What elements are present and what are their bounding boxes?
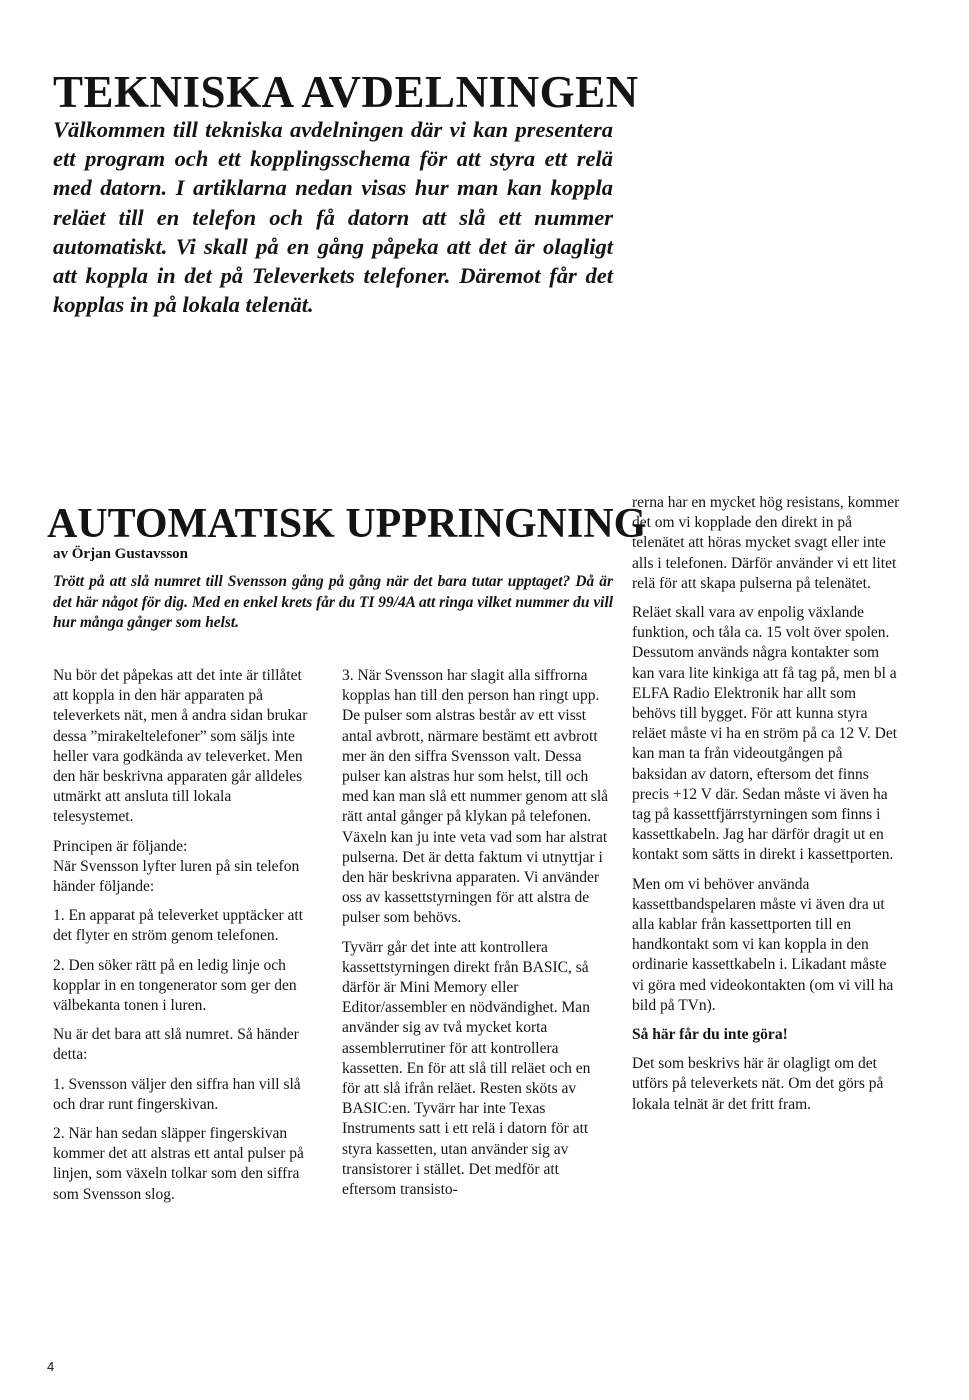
paragraph: 1. En apparat på televerket upptäcker att det flyter en ström genom telefonen. — [53, 907, 304, 945]
paragraph: 1. Svensson väljer den siffra han vill slå och drar runt fingerskivan. — [53, 1075, 301, 1113]
paragraph: 2. När han sedan släpper fingerskivan kommer det att alstras ett antal pulser på linjen, som växeln tolkar som den siffra som Svensson slog. — [53, 1125, 304, 1203]
article-lede: Trött på att slå numret till Svensson gång på gång när det bara tutar upptaget? Då är det här något för dig. Med en enkel krets får du TI 99/4A att ringa vilket nummer du vill hur många gånger som helst. — [53, 573, 613, 631]
article-byline: av Örjan Gustavsson — [53, 546, 189, 562]
subheading: Så här får du inte göra! — [632, 1026, 788, 1044]
paragraph: Men om vi behöver använda kassettbandspelaren måste vi även dra ut alla kablar från kassettporten till en handkontakt som vi kan koppla in den ordinarie kassettkabeln i. Likadant måste vi göra med videokontakten (om vi vill ha bild på TVn). — [632, 875, 894, 1014]
article-column-3 — [632, 493, 900, 1124]
paragraph: Nu bör det påpekas att det inte är tillåtet att koppla in den här apparaten på televerkets nät, men å andra sidan brukar dessa ”mirakeltelefoner” som säljs inte heller vara godkända av televerket. Men den här beskrivna apparaten går alldeles utmärkt att ansluta till lokala telesystemet. — [53, 667, 308, 826]
paragraph: rerna har en mycket hög resistans, kommer det om vi kopplade den direkt in på telenätet att höras mycket svagt eller inte alls i telefonen. Därför använder vi ett litet relä för att skapa pulserna på telenätet. — [632, 494, 900, 592]
paragraph: Nu är det bara att slå numret. Så händer detta: — [53, 1026, 299, 1064]
article-column-2 — [342, 666, 612, 1209]
paragraph: Principen är följande: — [53, 837, 188, 855]
paragraph: Reläet skall vara av enpolig växlande funktion, och tåla ca. 15 volt över spolen. Dessutom används några kontakter som kan vara lite kinkiga att få tag på, men bl a ELFA Radio Elektronik har allt som behövs till bygget. För att kunna styra reläet måste vi ha en ström på ca 12 V. Det kan man ta från videoutgången på baksidan av datorn, eftersom det finns precis +12 V där. Sedan måste vi även ha tag på kassettfjärrstyrningen som finns i kassettkabeln. Jag har därför dragit ut en kontakt som sätts in direkt i kassettporten. — [632, 604, 897, 864]
paragraph: 2. Den söker rätt på en ledig linje och kopplar in en tongenerator som ger den välbekanta tonen i luren. — [53, 956, 297, 1015]
paragraph: Tyvärr går det inte att kontrollera kassettstyrningen direkt från BASIC, så därför är Mini Memory eller Editor/assembler en nödvändighet. Man använder sig av två mycket korta assemblerrutiner för att kontrollera kassetten. En för att slå till reläet och en för att slå ifrån reläet. Resten sköts av BASIC:en. Tyvärr har inte Texas Instruments satt i ett relä i datorn för att styra kassetten, utan använder sig av transistorer i stället. Det medför att eftersom transisto- — [342, 938, 591, 1199]
section-intro: Välkommen till tekniska avdelningen där vi kan presentera ett program och ett kopplingsschema för att styra ett relä med datorn. I artiklarna nedan visas hur man kan koppla reläet till en telefon och få datorn att slå ett nummer automatiskt. Vi skall på en gång påpeka att det är olagligt att koppla in det på Televerkets telefoner. Däremot får det kopplas in på lokala telenät. — [53, 117, 613, 318]
page-number: 4 — [47, 1359, 55, 1374]
section-title: TEKNISKA AVDELNINGEN — [53, 67, 639, 117]
article-title: AUTOMATISK UPPRINGNING — [47, 501, 647, 547]
article-column-1 — [53, 666, 315, 1214]
paragraph: 3. När Svensson har slagit alla siffrorna kopplas han till den person han ringt upp. De pulser som alstras består av ett visst antal avbrott, närmare bestämt ett avbrott mer än den siffra Svensson valt. Dessa pulser kan alstras hur som helst, till och med kan man slå ett nummer genom att slå rätt antal gånger på klykan på telefonen. Växeln kan ju inte veta vad som har alstrat pulserna. Det är detta faktum vi utnyttjar i den här beskrivna apparaten. Vi använder oss av kassettstyrningen för att alstra de pulser som behövs. — [342, 667, 609, 927]
paragraph: När Svensson lyfter luren på sin telefon händer följande: — [53, 857, 300, 896]
paragraph: Det som beskrivs här är olagligt om det utförs på televerkets nät. Om det görs på lokala telnät är det fritt fram. — [632, 1055, 884, 1113]
